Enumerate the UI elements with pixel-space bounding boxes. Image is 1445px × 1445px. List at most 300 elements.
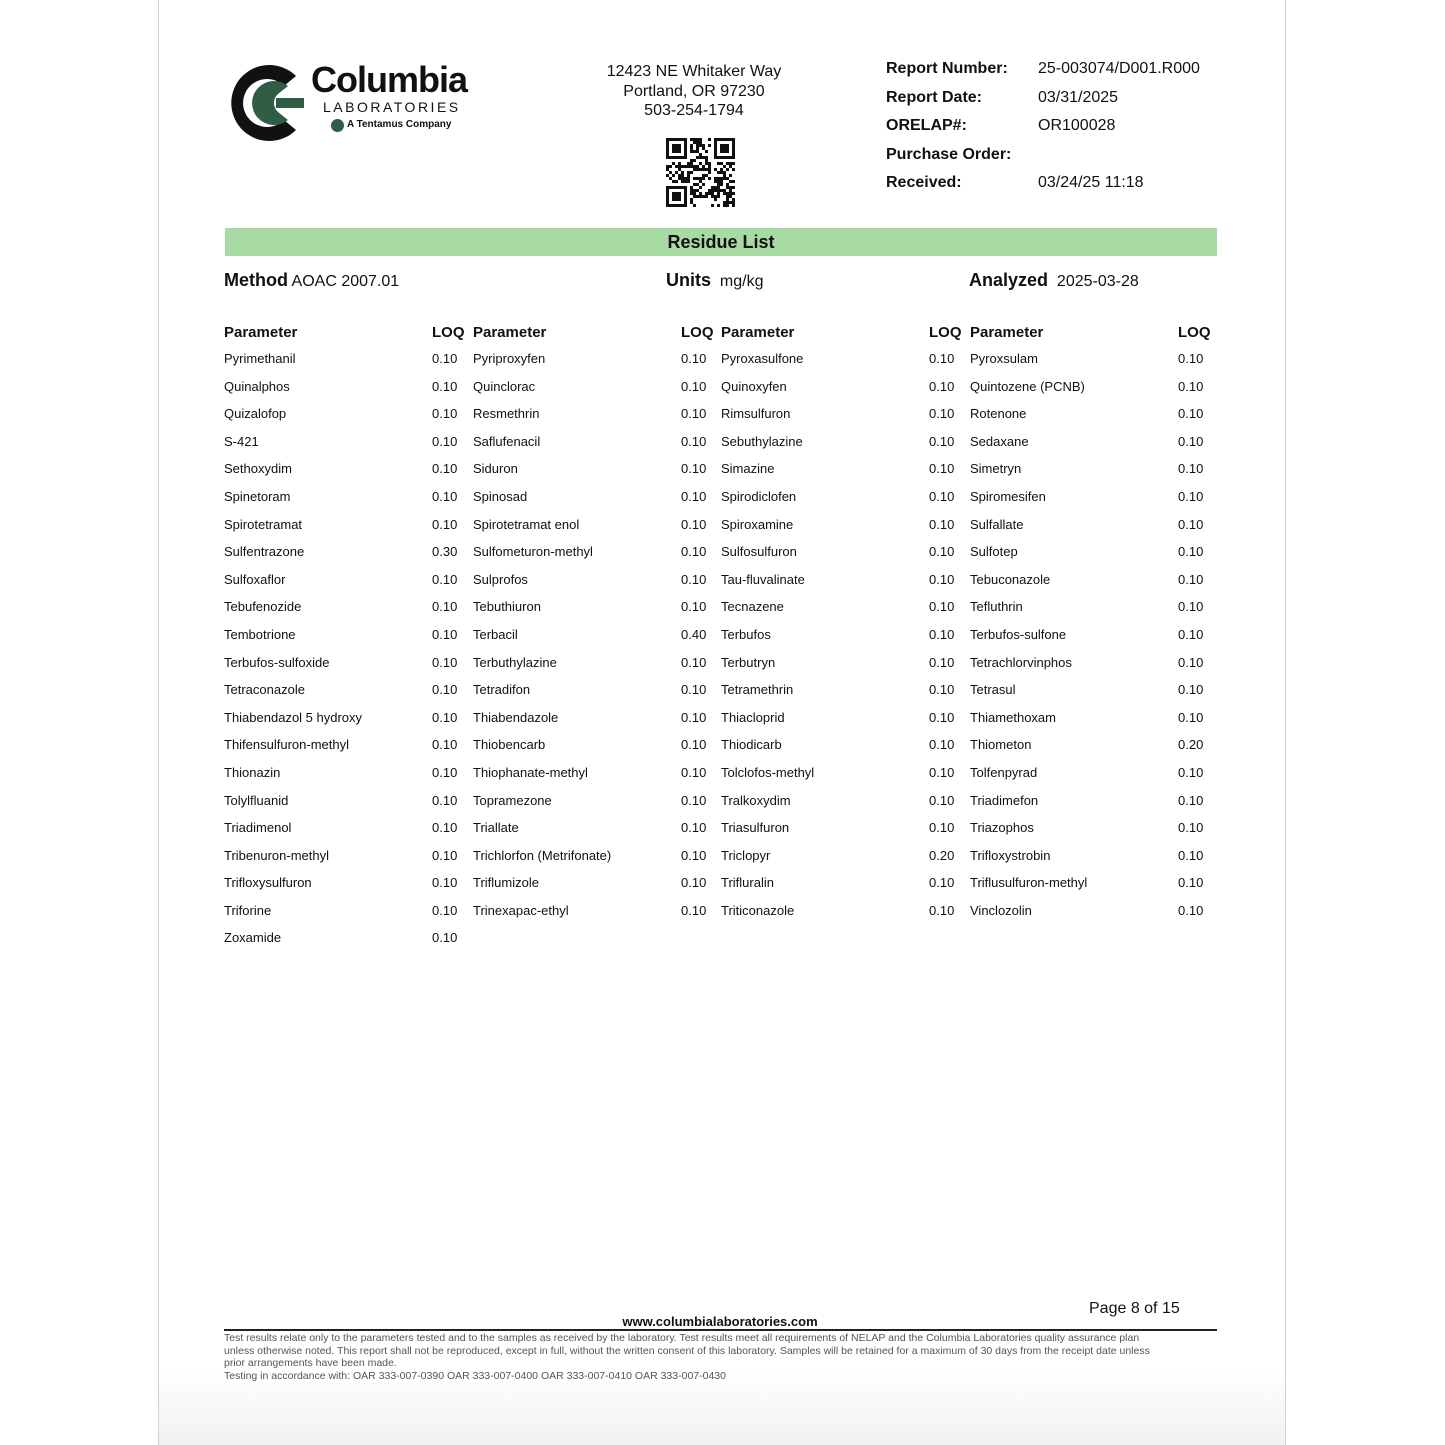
qr-module	[681, 177, 684, 180]
qr-module	[711, 204, 714, 207]
table-row	[473, 400, 721, 428]
units	[666, 270, 763, 292]
qr-module	[708, 138, 711, 141]
loq-value: 0.10	[432, 875, 458, 891]
address-line: 12423 NE Whitaker Way	[606, 63, 782, 80]
parameter-name: Thiabendazole	[473, 709, 559, 725]
parameter-name: Simetryn	[970, 461, 1022, 477]
loq-value: 0.10	[432, 626, 458, 642]
qr-module	[705, 150, 708, 153]
table-row	[970, 759, 1218, 787]
qr-module	[705, 168, 708, 171]
loq-value: 0.10	[681, 461, 707, 477]
qr-module	[699, 156, 702, 159]
qr-module	[699, 162, 702, 165]
header-loq: LOQ	[432, 324, 465, 341]
parameter-name: Thiometon	[970, 737, 1032, 753]
qr-module	[717, 171, 720, 174]
loq-value: 0.10	[1178, 516, 1204, 532]
units-value: mg/kg	[719, 273, 764, 290]
loq-value: 0.10	[929, 406, 955, 422]
loq-value: 0.10	[432, 682, 458, 698]
qr-module	[696, 195, 699, 198]
table-row	[473, 511, 721, 539]
qr-module	[723, 201, 726, 204]
qr-module	[726, 177, 729, 180]
method	[224, 270, 399, 292]
orelap-number: OR100028	[1038, 117, 1116, 134]
table-row	[721, 428, 969, 456]
disclaimer-line: unless otherwise noted. This report shall not be reproduced, except in full, without the written consent of this laboratory. Samples will be retained for a maximum of 30 days from the receipt date unless	[224, 1344, 1150, 1357]
parameter-name: Thiophanate-methyl	[473, 764, 588, 780]
table-row	[473, 428, 721, 456]
table-header	[721, 323, 969, 345]
qr-module	[693, 192, 696, 195]
qr-module	[699, 168, 702, 171]
qr-module	[693, 183, 696, 186]
loq-value: 0.10	[929, 516, 955, 532]
qr-module	[687, 180, 690, 183]
table-row	[721, 483, 969, 511]
parameter-name: Triazophos	[970, 820, 1034, 836]
loq-value: 0.10	[432, 461, 458, 477]
loq-value: 0.10	[1178, 847, 1204, 863]
header-parameter: Parameter	[721, 324, 795, 341]
qr-module	[717, 204, 720, 207]
loq-value: 0.10	[681, 847, 707, 863]
parameter-name: Quinalphos	[224, 378, 290, 394]
parameter-name: Tefluthrin	[970, 599, 1023, 615]
qr-module	[690, 147, 693, 150]
table-row	[224, 869, 472, 897]
loq-value: 0.10	[1178, 902, 1204, 918]
table-row	[970, 428, 1218, 456]
qr-module	[717, 180, 720, 183]
method-value: AOAC 2007.01	[291, 273, 400, 290]
qr-module	[732, 168, 735, 171]
qr-module	[690, 138, 693, 141]
qr-module	[711, 192, 714, 195]
qr-module	[690, 162, 693, 165]
qr-module	[726, 183, 729, 186]
qr-module	[723, 192, 726, 195]
qr-module	[726, 204, 729, 207]
loq-value: 0.10	[432, 516, 458, 532]
disclaimer-line: Testing in accordance with: OAR 333-007-0390 OAR 333-007-0400 OAR 333-007-0410 OAR 333-007-0430	[224, 1369, 726, 1382]
parameter-name: Tribenuron-methyl	[224, 847, 330, 863]
loq-value: 0.10	[432, 709, 458, 725]
parameter-name: Rimsulfuron	[721, 406, 791, 422]
parameter-name: Sulprofos	[473, 571, 528, 587]
phone: 503-254-1794	[644, 102, 744, 119]
loq-value: 0.10	[432, 378, 458, 394]
parameter-name: Pyroxsulam	[970, 351, 1038, 366]
header-loq: LOQ	[1178, 324, 1211, 341]
table-row	[970, 593, 1218, 621]
table-row	[224, 428, 472, 456]
loq-value: 0.10	[929, 709, 955, 725]
parameter-name: Spiroxamine	[721, 516, 794, 532]
qr-module	[720, 168, 723, 171]
qr-module	[690, 165, 693, 168]
page-number: Page 8 of 15	[1089, 1300, 1180, 1317]
table-row	[224, 814, 472, 842]
parameter-name: Trifluralin	[721, 875, 774, 891]
table-row	[473, 345, 721, 373]
parameter-name: Tetraconazole	[224, 682, 305, 698]
qr-module	[726, 192, 729, 195]
qr-module	[678, 174, 681, 177]
parameter-name: Triflumizole	[473, 875, 539, 891]
table-header	[473, 323, 721, 345]
qr-module	[693, 159, 696, 162]
qr-module	[693, 204, 696, 207]
analyzed-value: 2025-03-28	[1056, 273, 1139, 290]
qr-module	[714, 177, 717, 180]
table-row	[224, 455, 472, 483]
qr-module	[705, 162, 708, 165]
meta-label: Report Date:	[886, 88, 983, 106]
qr-module	[726, 201, 729, 204]
qr-module	[729, 201, 732, 204]
parameter-name: Tetrachlorvinphos	[970, 654, 1072, 670]
loq-value: 0.10	[929, 764, 955, 780]
loq-value: 0.10	[681, 516, 707, 532]
loq-value: 0.10	[1178, 599, 1204, 615]
loq-value: 0.40	[681, 626, 707, 642]
parameter-name: Tecnazene	[721, 599, 784, 615]
company-name: Columbia	[311, 59, 468, 100]
qr-module	[693, 195, 696, 198]
parameter-name: Terbuthylazine	[473, 654, 557, 670]
qr-module	[693, 150, 696, 153]
table-row	[473, 814, 721, 842]
qr-module	[696, 141, 699, 144]
loq-value: 0.10	[929, 433, 955, 449]
loq-value: 0.10	[929, 682, 955, 698]
qr-module	[693, 168, 696, 171]
qr-module	[708, 171, 711, 174]
table-row	[721, 731, 969, 759]
loq-value: 0.10	[929, 461, 955, 477]
loq-value: 0.10	[432, 737, 458, 753]
qr-module	[696, 156, 699, 159]
table-row	[970, 731, 1218, 759]
table-row	[970, 538, 1218, 566]
qr-module	[732, 192, 735, 195]
parameter-name: Trinexapac-ethyl	[473, 902, 569, 918]
website-link[interactable]: www.columbialaboratories.com	[622, 1314, 818, 1329]
qr-module	[693, 177, 696, 180]
table-row	[473, 704, 721, 732]
parameter-name: Pyrimethanil	[224, 351, 296, 366]
qr-module	[666, 168, 669, 171]
parameter-name: Spirotetramat	[224, 516, 303, 532]
loq-value: 0.10	[1178, 378, 1204, 394]
parameter-name: Sedaxane	[970, 433, 1029, 449]
qr-module	[711, 195, 714, 198]
qr-module	[732, 201, 735, 204]
method-label: Method	[224, 270, 288, 290]
qr-module	[690, 171, 693, 174]
header-parameter: Parameter	[970, 324, 1044, 341]
loq-value: 0.10	[1178, 654, 1204, 670]
loq-value: 0.10	[929, 351, 955, 366]
table-column-group	[224, 323, 472, 952]
qr-module	[729, 165, 732, 168]
table-row	[721, 842, 969, 870]
qr-module	[672, 180, 675, 183]
company-subtitle: LABORATORIES	[323, 99, 461, 115]
qr-module	[699, 177, 702, 180]
loq-value: 0.10	[681, 709, 707, 725]
qr-module	[672, 162, 675, 165]
loq-value: 0.10	[681, 433, 707, 449]
parameter-name: Thiacloprid	[721, 709, 785, 725]
qr-module	[675, 165, 678, 168]
table-row	[721, 621, 969, 649]
qr-module	[729, 180, 732, 183]
parameter-name: Terbutryn	[721, 654, 776, 670]
parameter-name: Siduron	[473, 461, 518, 477]
qr-module	[711, 186, 714, 189]
qr-module	[708, 189, 711, 192]
qr-module	[699, 144, 702, 147]
table-row	[721, 897, 969, 925]
table-row	[721, 676, 969, 704]
meta-label: Received:	[886, 174, 962, 191]
table-row	[224, 704, 472, 732]
qr-module	[690, 186, 693, 189]
qr-module	[708, 144, 711, 147]
loq-value: 0.10	[929, 571, 955, 587]
qr-module	[699, 192, 702, 195]
parameter-name: Quizalofop	[224, 406, 287, 422]
header-loq: LOQ	[929, 324, 962, 341]
table-row	[970, 649, 1218, 677]
qr-module	[690, 159, 693, 162]
qr-module	[708, 177, 711, 180]
analyzed	[969, 270, 1139, 292]
table-row	[473, 373, 721, 401]
loq-value: 0.10	[1178, 433, 1204, 449]
loq-value: 0.10	[1178, 682, 1204, 698]
units-label: Units	[666, 270, 711, 290]
loq-value: 0.10	[681, 737, 707, 753]
qr-module	[711, 189, 714, 192]
table-row	[224, 897, 472, 925]
loq-value: 0.10	[929, 654, 955, 670]
qr-module	[702, 168, 705, 171]
disclaimer-line: prior arrangements have been made.	[224, 1357, 397, 1369]
parameter-name: Pyriproxyfen	[473, 351, 546, 366]
qr-module	[687, 177, 690, 180]
table-row	[473, 483, 721, 511]
loq-value: 0.10	[1178, 792, 1204, 808]
qr-module	[687, 174, 690, 177]
loq-value: 0.10	[929, 792, 955, 808]
qr-module	[678, 177, 681, 180]
parameter-name: Thiodicarb	[721, 737, 782, 753]
qr-module	[723, 165, 726, 168]
qr-module	[714, 186, 717, 189]
table-row	[224, 373, 472, 401]
qr-module	[672, 192, 681, 201]
table-row	[721, 566, 969, 594]
header-parameter: Parameter	[224, 324, 298, 341]
table-row	[721, 538, 969, 566]
parameter-name: Simazine	[721, 461, 775, 477]
qr-module	[684, 165, 687, 168]
table-row	[224, 731, 472, 759]
qr-module	[708, 165, 711, 168]
parameter-name: Quinclorac	[473, 378, 536, 394]
parameter-name: Tebuthiuron	[473, 599, 541, 615]
qr-module	[702, 183, 705, 186]
qr-module	[696, 168, 699, 171]
qr-module	[729, 162, 732, 165]
parameter-name: Triflusulfuron-methyl	[970, 875, 1088, 891]
table-column-group	[970, 323, 1218, 924]
table-row	[224, 676, 472, 704]
qr-module	[720, 177, 723, 180]
qr-module	[723, 189, 726, 192]
qr-module	[714, 195, 717, 198]
parameter-name: Rotenone	[970, 406, 1027, 422]
qr-module	[696, 150, 699, 153]
parameter-name: Saflufenacil	[473, 433, 541, 449]
report-meta	[886, 60, 1200, 203]
qr-module	[732, 186, 735, 189]
parameter-name: Thiabendazol 5 hydroxy	[224, 709, 363, 725]
qr-module	[702, 174, 705, 177]
table-row	[721, 759, 969, 787]
table-row	[970, 511, 1218, 539]
qr-module	[687, 162, 690, 165]
qr-module	[678, 162, 681, 165]
parameter-name: Sulfosulfuron	[721, 544, 797, 560]
loq-value: 0.10	[432, 847, 458, 863]
loq-value: 0.10	[681, 406, 707, 422]
parameter-name: Thifensulfuron-methyl	[224, 737, 349, 753]
qr-module	[690, 201, 693, 204]
table-row	[473, 593, 721, 621]
table-row	[970, 814, 1218, 842]
parameter-name: Tolfenpyrad	[970, 764, 1038, 780]
loq-value: 0.10	[681, 654, 707, 670]
parameter-name: Sebuthylazine	[721, 433, 803, 449]
table-row	[224, 345, 472, 373]
loq-value: 0.10	[432, 351, 458, 366]
disclaimer	[224, 1332, 1214, 1382]
qr-module	[699, 180, 702, 183]
parameter-name: Terbufos-sulfone	[970, 626, 1067, 642]
qr-module	[723, 174, 726, 177]
qr-module	[687, 165, 690, 168]
loq-value: 0.10	[929, 626, 955, 642]
table-row	[970, 566, 1218, 594]
loq-value: 0.10	[1178, 461, 1204, 477]
footer-divider	[224, 1329, 1217, 1331]
table-row	[721, 787, 969, 815]
loq-value: 0.10	[432, 433, 458, 449]
parameter-name: Triticonazole	[721, 902, 795, 918]
loq-value: 0.10	[681, 599, 707, 615]
qr-module	[666, 174, 669, 177]
qr-module	[684, 177, 687, 180]
qr-module	[672, 144, 681, 153]
parameter-name: Trifloxystrobin	[970, 847, 1051, 863]
loq-value: 0.10	[681, 351, 707, 366]
loq-value: 0.10	[681, 820, 707, 836]
table-header	[224, 323, 472, 345]
table-row	[721, 373, 969, 401]
loq-value: 0.20	[1178, 737, 1204, 753]
qr-module	[723, 204, 726, 207]
loq-value: 0.10	[681, 875, 707, 891]
qr-module	[720, 183, 723, 186]
loq-value: 0.10	[1178, 544, 1204, 560]
qr-module	[708, 192, 711, 195]
qr-module	[720, 144, 729, 153]
qr-module	[693, 138, 696, 141]
loq-value: 0.10	[1178, 709, 1204, 725]
table-row	[970, 373, 1218, 401]
qr-module	[681, 174, 684, 177]
table-row	[721, 455, 969, 483]
table-row	[473, 538, 721, 566]
table-row	[224, 483, 472, 511]
parameter-name: Spirotetramat enol	[473, 516, 580, 532]
qr-module	[693, 141, 696, 144]
parameter-name: Terbacil	[473, 626, 518, 642]
qr-module	[693, 189, 696, 192]
qr-module	[729, 192, 732, 195]
table-row	[473, 649, 721, 677]
loq-value: 0.10	[681, 544, 707, 560]
loq-value: 0.10	[1178, 626, 1204, 642]
qr-module	[696, 183, 699, 186]
loq-value: 0.10	[432, 764, 458, 780]
parameter-name: Tolclofos-methyl	[721, 764, 815, 780]
parameter-name: Sulfentrazone	[224, 544, 305, 560]
table-row	[721, 593, 969, 621]
parameter-name: Zoxamide	[224, 930, 282, 946]
loq-value: 0.10	[929, 820, 955, 836]
parameter-name: S-421	[224, 433, 259, 449]
parameter-name: Triallate	[473, 820, 519, 836]
table-row	[721, 704, 969, 732]
qr-module	[696, 165, 699, 168]
parameter-name: Thiamethoxam	[970, 709, 1056, 725]
loq-value: 0.10	[1178, 820, 1204, 836]
parameter-name: Triasulfuron	[721, 820, 790, 836]
loq-value: 0.10	[929, 875, 955, 891]
qr-module	[696, 147, 699, 150]
qr-module	[705, 174, 708, 177]
qr-module	[696, 189, 699, 192]
qr-module	[726, 195, 729, 198]
qr-module	[717, 192, 720, 195]
lab-address	[590, 62, 798, 121]
meta-label: Purchase Order:	[886, 145, 1012, 163]
qr-module	[717, 195, 720, 198]
table-row	[473, 869, 721, 897]
qr-module	[669, 165, 672, 168]
qr-module	[705, 192, 708, 195]
report-date: 03/31/2025	[1038, 88, 1119, 106]
parameter-name: Tebuconazole	[970, 571, 1051, 587]
